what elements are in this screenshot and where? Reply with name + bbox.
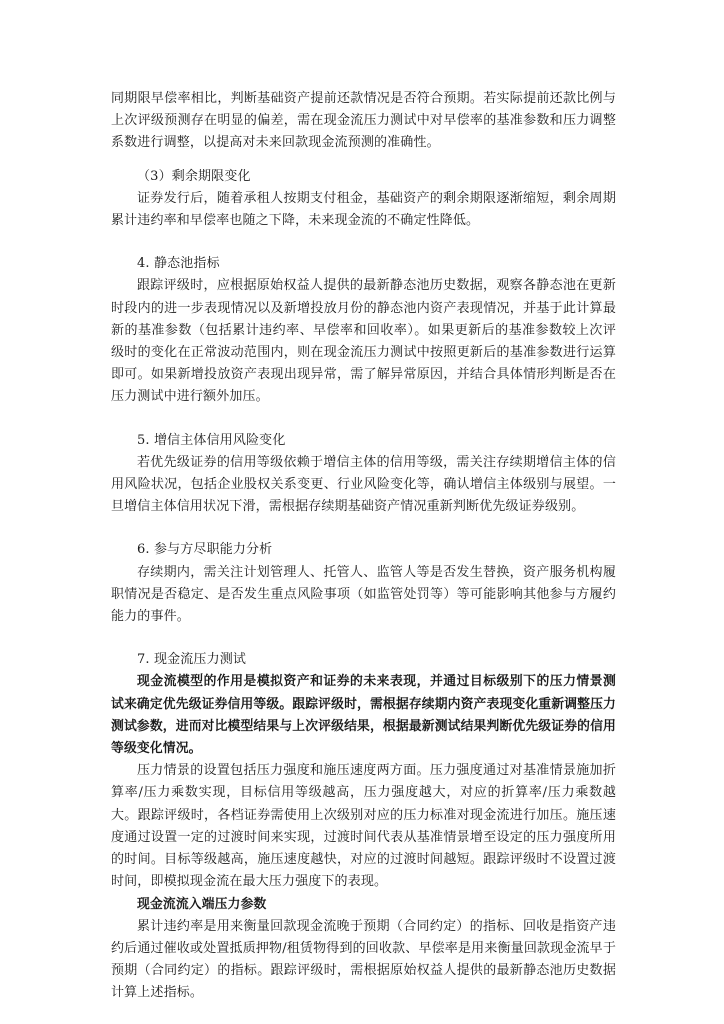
heading-inflow-params: 现金流流入端压力参数 [137, 896, 267, 912]
heading-credit-enhancement: 5. 增信主体信用风险变化 [137, 432, 286, 448]
heading-stress-test: 7. 现金流压力测试 [137, 652, 247, 668]
document-page [111, 88, 616, 1005]
heading-remaining-term: （3）剩余期限变化 [137, 168, 251, 184]
paragraph-inflow-params: 累计违约率是用来衡量回款现金流晚于预期（合同约定）的指标、回收是指资产违约后通过催收或处置抵质押物/租赁物得到的回收款、早偿率是用来衡量回款现金流早于预期（合同约定）的指标。跟踪评级时，需根据原始权益人提供的最新静态池历史数据计算上述指标。 [111, 918, 616, 1001]
paragraph-participants: 存续期内，需关注计划管理人、托管人、监管人等是否发生替换，资产服务机构履职情况是否稳定、是否发生重点风险事项（如监管处罚等）等可能影响其他参与方履约能力的事件。 [111, 564, 616, 625]
paragraph-stress-scenario: 压力情景的设置包括压力强度和施压速度两方面。压力强度通过对基准情景施加折算率/压力乘数实现，目标信用等级越高，压力强度越大，对应的折算率/压力乘数越大。跟踪评级时，各档证券需使用上次级别对应的压力标准对现金流进行加压。施压速度通过设置一定的过渡时间来实现，过渡时间代表从基准情景增至设定的压力强度所用的时间。目标等级越高，施压速度越快，对应的过渡时间越短。跟踪评级时不设置过渡时间，即模拟现金流在最大压力强度下的表现。 [111, 763, 616, 890]
paragraph-remaining-term: 证券发行后，随着承租人按期支付租金，基础资产的剩余期限逐渐缩短，剩余周期累计违约率和早偿率也随之下降，未来现金流的不确定性降低。 [111, 190, 616, 229]
heading-static-pool: 4. 静态池指标 [137, 256, 220, 272]
paragraph-credit-enhancement: 若优先级证券的信用等级依赖于增信主体的信用等级，需关注存续期增信主体的信用风险状况，包括企业股权关系变更、行业风险变化等，确认增信主体级别与展望。一旦增信主体信用状况下滑，需根据存续期基础资产情况重新判断优先级证券级别。 [111, 454, 616, 515]
paragraph-static-pool: 跟踪评级时，应根据原始权益人提供的最新静态池历史数据，观察各静态池在更新时段内的进一步表现情况以及新增投放月份的静态池内资产表现情况，并基于此计算最新的基准参数（包括累计违约率、早偿率和回收率）。如果更新后的基准参数较上次评级时的变化在正常波动范围内，则在现金流压力测试中按照更新后的基准参数进行运算即可。如果新增投放资产表现出现异常，需了解异常原因，并结合具体情形判断是否在压力测试中进行额外加压。 [111, 278, 616, 405]
paragraph-intro: 同期限早偿率相比，判断基础资产提前还款情况是否符合预期。若实际提前还款比例与上次评级预测存在明显的偏差，需在现金流压力测试中对早偿率的基准参数和压力调整系数进行调整，以提高对未来回款现金流预测的准确性。 [111, 91, 616, 151]
heading-participants: 6. 参与方尽职能力分析 [137, 542, 273, 558]
paragraph-stress-test-summary: 现金流模型的作用是模拟资产和证券的未来表现，并通过目标级别下的压力情景测试来确定优先级证券信用等级。跟踪评级时，需根据存续期内资产表现变化重新调整压力测试参数，进而对比模型结果与上次评级结果，根据最新测试结果判断优先级证券的信用等级变化情况。 [111, 674, 616, 757]
